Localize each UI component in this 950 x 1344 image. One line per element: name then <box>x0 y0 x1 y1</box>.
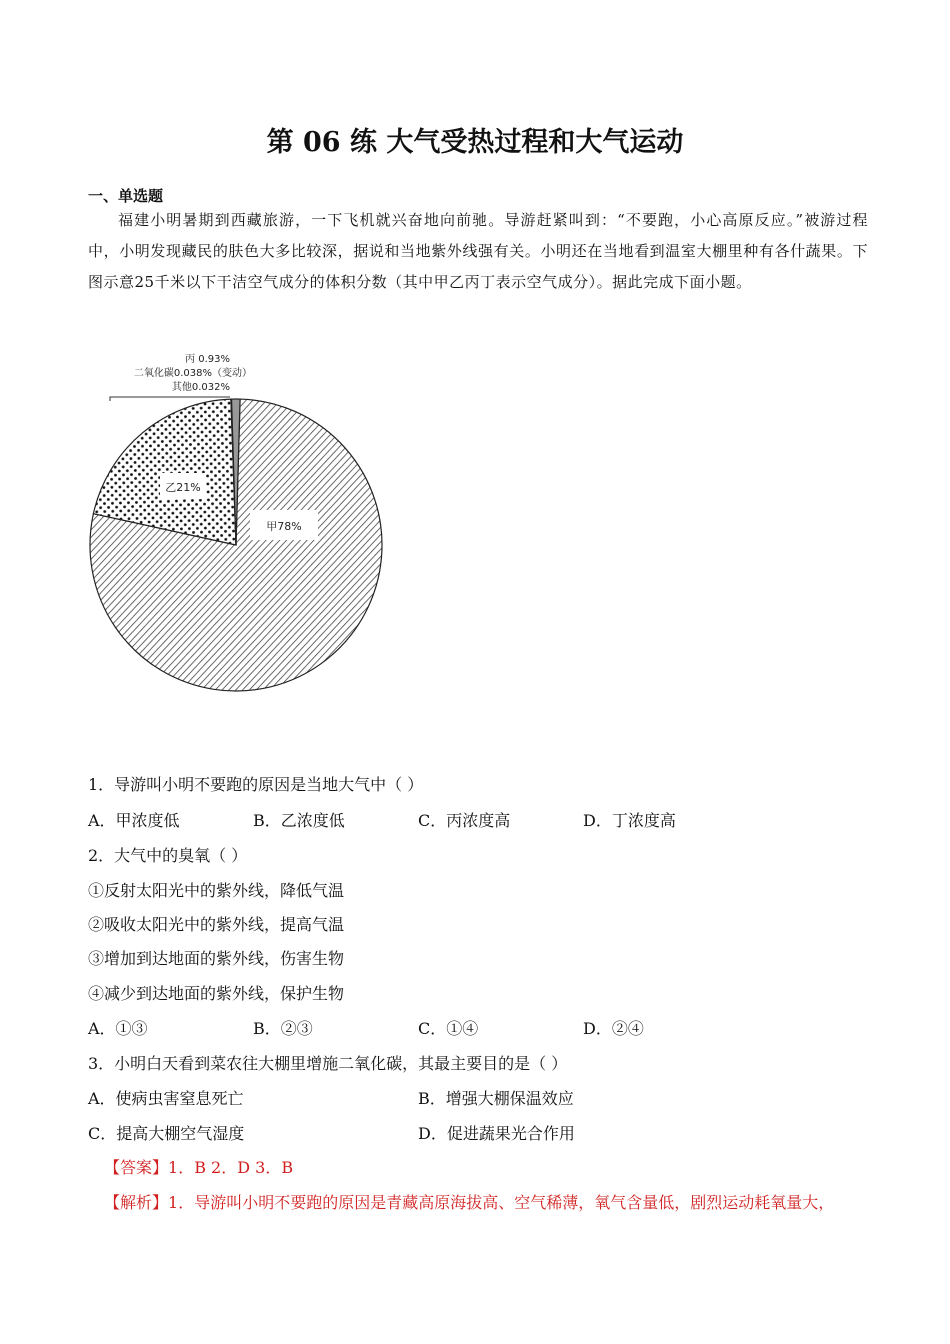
answer-line <box>104 1155 293 1178</box>
question-3-stem: 3．小明白天看到菜农往大棚里增施二氧化碳，其最主要目的是（ ） <box>88 1054 568 1073</box>
passage-text: 福建小明暑期到西藏旅游，一下飞机就兴奋地向前驰。导游赶紧叫到：“不要跑，小心高原反应。”被游过程中，小明发现藏民的肤色大多比较深，据说和当地紫外线强有关。小明还在当地看到温室大棚里种有各什蔬果。下图示意25千米以下干洁空气成分的体积分数（其中甲乙丙丁表示空气成分）。据此完成下面小题。 <box>88 211 868 291</box>
label-co2: 二氧化碳0.038%（变动） <box>133 368 252 379</box>
label-yi: 乙21% <box>165 481 201 494</box>
analysis-text: 1．导游叫小明不要跑的原因是青藏高原海拔高、空气稀薄，氧气含量低，剧烈运动耗氧量大， <box>168 1193 835 1212</box>
label-bing: 丙 0.93% <box>185 354 230 365</box>
q2-statement-3: ③增加到达地面的紫外线，伤害生物 <box>88 949 345 968</box>
q2-statement-2: ②吸收太阳光中的紫外线，提高气温 <box>88 915 345 934</box>
q2-statement-4: ④减少到达地面的紫外线，保护生物 <box>88 984 345 1003</box>
q1-option-b: B．乙浓度低 <box>253 811 345 830</box>
q3-option-c: C．提高大棚空气湿度 <box>88 1124 245 1143</box>
question-2-stem: 2．大气中的臭氧（ ） <box>88 846 248 865</box>
section-heading: 一、单选题 <box>88 187 164 205</box>
q2-option-c: C．①④ <box>418 1019 479 1038</box>
q3-option-d: D．促进蔬果光合作用 <box>418 1124 575 1143</box>
answer-tag: 【答案】 <box>104 1158 169 1177</box>
analysis-line <box>104 1190 834 1213</box>
q3-option-b: B．增强大棚保温效应 <box>418 1089 574 1108</box>
q2-statement-1: ①反射太阳光中的紫外线，降低气温 <box>88 881 345 900</box>
label-jia: 甲78% <box>266 520 302 533</box>
q1-option-c: C．丙浓度高 <box>418 811 511 830</box>
q2-option-d: D．②④ <box>583 1019 644 1038</box>
page-title: 第 06 练 大气受热过程和大气运动 <box>266 127 684 158</box>
analysis-tag: 【解析】 <box>104 1193 169 1212</box>
pie-chart <box>80 345 390 700</box>
answer-text: 1．B 2．D 3．B <box>168 1158 294 1177</box>
q2-option-a: A．①③ <box>88 1019 148 1038</box>
q1-option-d: D．丁浓度高 <box>583 811 676 830</box>
q3-option-a: A．使病虫害窒息死亡 <box>88 1089 244 1108</box>
label-other: 其他0.032% <box>171 382 230 393</box>
q1-option-a: A．甲浓度低 <box>88 811 180 830</box>
question-1-stem: 1．导游叫小明不要跑的原因是当地大气中（ ） <box>88 775 424 794</box>
q2-option-b: B．②③ <box>253 1019 313 1038</box>
